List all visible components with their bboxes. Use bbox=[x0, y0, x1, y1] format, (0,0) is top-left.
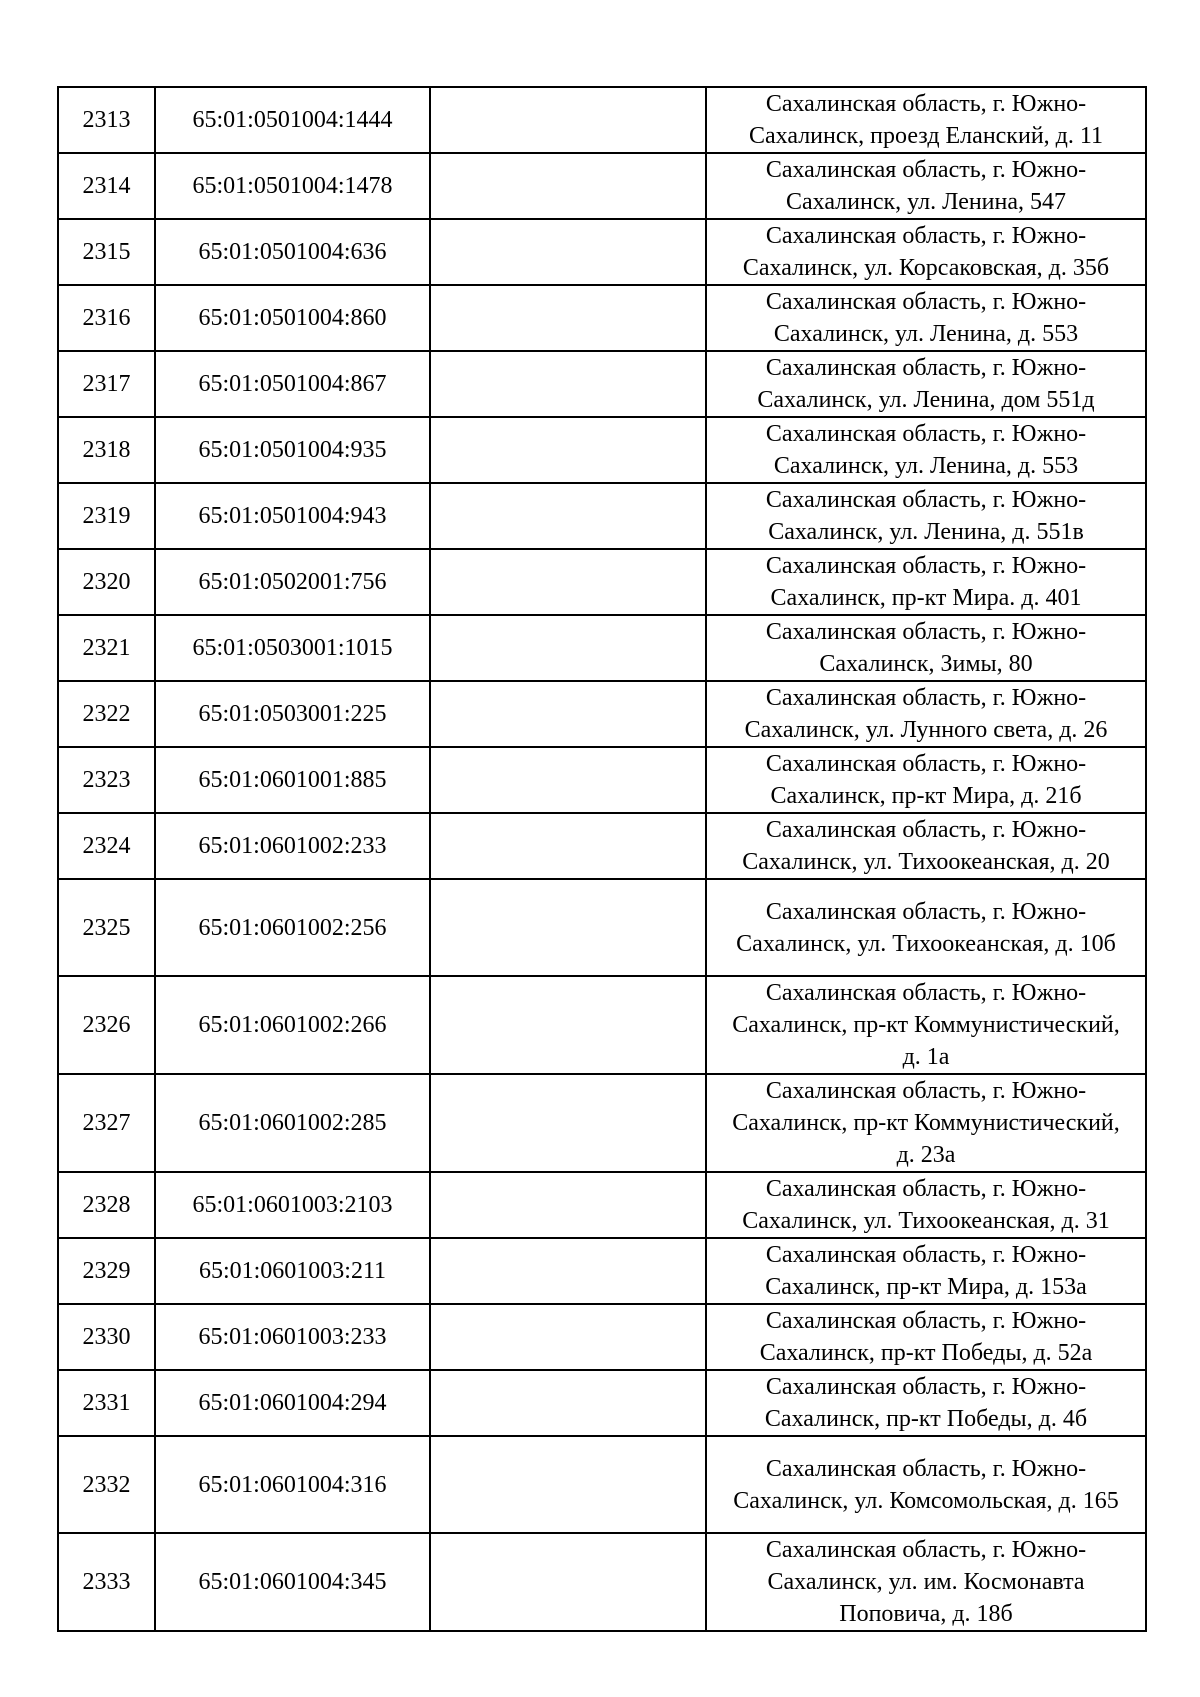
table-row bbox=[58, 1304, 1146, 1370]
address-line: Сахалинская область, г. Южно- bbox=[765, 487, 1087, 513]
address-line: Сахалинская область, г. Южно- bbox=[765, 421, 1087, 447]
address-line: Сахалинская область, г. Южно- bbox=[765, 619, 1087, 645]
address-cell bbox=[706, 747, 1146, 813]
row-number-cell: 2328 bbox=[58, 1172, 155, 1238]
cadastral-number-cell: 65:01:0501004:935 bbox=[155, 417, 430, 483]
table-row bbox=[58, 813, 1146, 879]
address-cell bbox=[706, 1074, 1146, 1172]
address-line: Сахалинская область, г. Южно- bbox=[765, 1242, 1087, 1268]
address-line: Сахалинск, ул. Тихоокеанская, д. 31 bbox=[742, 1208, 1110, 1234]
address-line: Сахалинская область, г. Южно- bbox=[765, 1176, 1087, 1202]
address-cell bbox=[706, 549, 1146, 615]
address-line: Сахалинская область, г. Южно- bbox=[765, 1455, 1087, 1482]
address-line: Сахалинская область, г. Южно- bbox=[765, 91, 1087, 117]
address-cell bbox=[706, 351, 1146, 417]
table-row bbox=[58, 549, 1146, 615]
table-row bbox=[58, 747, 1146, 813]
cadastral-number-cell: 65:01:0601002:256 bbox=[155, 879, 430, 976]
address-line: Сахалинск, ул. Корсаковская, д. 35б bbox=[742, 255, 1110, 281]
cadastral-number-cell: 65:01:0601004:345 bbox=[155, 1533, 430, 1631]
table-row bbox=[58, 285, 1146, 351]
table-row bbox=[58, 1533, 1146, 1631]
address-line: Поповича, д. 18б bbox=[839, 1601, 1013, 1627]
address-line: Сахалинская область, г. Южно- bbox=[765, 685, 1087, 711]
empty-cell bbox=[430, 153, 706, 219]
table-row bbox=[58, 351, 1146, 417]
address-line: Сахалинская область, г. Южно- bbox=[765, 553, 1087, 579]
address-line: д. 23а bbox=[896, 1142, 956, 1168]
address-line: Сахалинская область, г. Южно- bbox=[765, 1537, 1087, 1563]
table-row bbox=[58, 153, 1146, 219]
address-line: Сахалинская область, г. Южно- bbox=[765, 898, 1087, 925]
address-line: Сахалинск, ул. Комсомольская, д. 165 bbox=[733, 1487, 1119, 1514]
address-cell bbox=[706, 153, 1146, 219]
table-row bbox=[58, 1238, 1146, 1304]
cadastral-number-cell: 65:01:0503001:1015 bbox=[155, 615, 430, 681]
table-row bbox=[58, 483, 1146, 549]
cadastral-number-cell: 65:01:0501004:636 bbox=[155, 219, 430, 285]
address-line: Сахалинск, ул. Ленина, дом 551д bbox=[757, 387, 1095, 413]
empty-cell bbox=[430, 879, 706, 976]
empty-cell bbox=[430, 1238, 706, 1304]
address-line: Сахалинская область, г. Южно- bbox=[765, 1308, 1087, 1334]
cadastral-number-cell: 65:01:0601002:233 bbox=[155, 813, 430, 879]
address-line: Сахалинск, ул. им. Космонавта bbox=[767, 1569, 1085, 1595]
empty-cell bbox=[430, 219, 706, 285]
address-line: Сахалинская область, г. Южно- bbox=[765, 1374, 1087, 1400]
address-cell bbox=[706, 813, 1146, 879]
row-number-cell: 2327 bbox=[58, 1074, 155, 1172]
empty-cell bbox=[430, 1533, 706, 1631]
cadastral-number-cell: 65:01:0501004:1444 bbox=[155, 87, 430, 153]
empty-cell bbox=[430, 747, 706, 813]
address-line: Сахалинская область, г. Южно- bbox=[765, 223, 1087, 249]
address-cell bbox=[706, 483, 1146, 549]
cadastral-number-cell: 65:01:0503001:225 bbox=[155, 681, 430, 747]
address-line: Сахалинская область, г. Южно- bbox=[765, 289, 1087, 315]
table-body bbox=[58, 87, 1146, 1631]
address-line: Сахалинск, ул. Ленина, д. 551в bbox=[768, 519, 1084, 545]
empty-cell bbox=[430, 813, 706, 879]
address-line: Сахалинск, пр-кт Коммунистический, bbox=[732, 1110, 1120, 1136]
empty-cell bbox=[430, 483, 706, 549]
address-line: Сахалинск, пр-кт Коммунистический, bbox=[732, 1012, 1120, 1038]
address-cell bbox=[706, 1238, 1146, 1304]
row-number-cell: 2330 bbox=[58, 1304, 155, 1370]
address-cell bbox=[706, 417, 1146, 483]
cadastral-number-cell: 65:01:0501004:867 bbox=[155, 351, 430, 417]
address-line: Сахалинск, ул. Ленина, д. 553 bbox=[773, 453, 1079, 479]
row-number-cell: 2322 bbox=[58, 681, 155, 747]
row-number-cell: 2321 bbox=[58, 615, 155, 681]
address-line: Сахалинская область, г. Южно- bbox=[765, 157, 1087, 183]
row-number-cell: 2329 bbox=[58, 1238, 155, 1304]
table-row bbox=[58, 1074, 1146, 1172]
cadastral-number-cell: 65:01:0601003:211 bbox=[155, 1238, 430, 1304]
address-cell bbox=[706, 219, 1146, 285]
row-number-cell: 2324 bbox=[58, 813, 155, 879]
address-line: Сахалинск, пр-кт Победы, д. 52а bbox=[759, 1340, 1093, 1366]
address-line: д. 1а bbox=[902, 1044, 950, 1070]
empty-cell bbox=[430, 351, 706, 417]
address-line: Сахалинск, ул. Ленина, д. 553 bbox=[773, 321, 1079, 347]
address-line: Сахалинск, ул. Тихоокеанская, д. 10б bbox=[736, 930, 1116, 957]
row-number-cell: 2313 bbox=[58, 87, 155, 153]
empty-cell bbox=[430, 87, 706, 153]
table-row bbox=[58, 1172, 1146, 1238]
cadastral-number-cell: 65:01:0501004:860 bbox=[155, 285, 430, 351]
empty-cell bbox=[430, 1074, 706, 1172]
address-cell bbox=[706, 285, 1146, 351]
address-line: Сахалинск, пр-кт Победы, д. 4б bbox=[764, 1406, 1088, 1432]
empty-cell bbox=[430, 976, 706, 1074]
cadastral-number-cell: 65:01:0601001:885 bbox=[155, 747, 430, 813]
table-row bbox=[58, 87, 1146, 153]
empty-cell bbox=[430, 681, 706, 747]
table-row bbox=[58, 1436, 1146, 1533]
row-number-cell: 2331 bbox=[58, 1370, 155, 1436]
empty-cell bbox=[430, 1304, 706, 1370]
row-number-cell: 2318 bbox=[58, 417, 155, 483]
address-line: Сахалинск, ул. Тихоокеанская, д. 20 bbox=[742, 849, 1110, 875]
address-cell bbox=[706, 976, 1146, 1074]
table-row bbox=[58, 976, 1146, 1074]
address-cell bbox=[706, 681, 1146, 747]
row-number-cell: 2332 bbox=[58, 1436, 155, 1533]
address-line: Сахалинская область, г. Южно- bbox=[765, 751, 1087, 777]
row-number-cell: 2319 bbox=[58, 483, 155, 549]
row-number-cell: 2314 bbox=[58, 153, 155, 219]
row-number-cell: 2320 bbox=[58, 549, 155, 615]
row-number-cell: 2317 bbox=[58, 351, 155, 417]
address-cell bbox=[706, 879, 1146, 976]
table-row bbox=[58, 1370, 1146, 1436]
address-line: Сахалинск, ул. Ленина, 547 bbox=[785, 189, 1067, 215]
empty-cell bbox=[430, 417, 706, 483]
address-cell bbox=[706, 1172, 1146, 1238]
address-line: Сахалинская область, г. Южно- bbox=[765, 355, 1087, 381]
address-cell bbox=[706, 1436, 1146, 1533]
cadastral-number-cell: 65:01:0601002:285 bbox=[155, 1074, 430, 1172]
address-cell bbox=[706, 615, 1146, 681]
row-number-cell: 2323 bbox=[58, 747, 155, 813]
table-row bbox=[58, 417, 1146, 483]
row-number-cell: 2315 bbox=[58, 219, 155, 285]
address-line: Сахалинская область, г. Южно- bbox=[765, 1078, 1087, 1104]
cadastral-number-cell: 65:01:0501004:1478 bbox=[155, 153, 430, 219]
empty-cell bbox=[430, 1172, 706, 1238]
row-number-cell: 2326 bbox=[58, 976, 155, 1074]
empty-cell bbox=[430, 549, 706, 615]
cadastral-number-cell: 65:01:0502001:756 bbox=[155, 549, 430, 615]
empty-cell bbox=[430, 1370, 706, 1436]
empty-cell bbox=[430, 1436, 706, 1533]
address-line: Сахалинск, пр-кт Мира, д. 21б bbox=[770, 783, 1082, 809]
address-line: Сахалинск, пр-кт Мира, д. 153а bbox=[765, 1274, 1087, 1300]
address-line: Сахалинская область, г. Южно- bbox=[765, 817, 1087, 843]
address-cell bbox=[706, 87, 1146, 153]
row-number-cell: 2316 bbox=[58, 285, 155, 351]
table-row bbox=[58, 879, 1146, 976]
address-line: Сахалинск, Зимы, 80 bbox=[819, 651, 1033, 677]
address-cell bbox=[706, 1304, 1146, 1370]
row-number-cell: 2333 bbox=[58, 1533, 155, 1631]
address-line: Сахалинск, проезд Еланский, д. 11 bbox=[749, 123, 1103, 149]
address-cell bbox=[706, 1370, 1146, 1436]
row-number-cell: 2325 bbox=[58, 879, 155, 976]
cadastral-number-cell: 65:01:0601002:266 bbox=[155, 976, 430, 1074]
cadastral-number-cell: 65:01:0601004:294 bbox=[155, 1370, 430, 1436]
table-row bbox=[58, 219, 1146, 285]
cadastral-number-cell: 65:01:0601003:2103 bbox=[155, 1172, 430, 1238]
cadastral-number-cell: 65:01:0601004:316 bbox=[155, 1436, 430, 1533]
address-cell bbox=[706, 1533, 1146, 1631]
address-line: Сахалинск, пр-кт Мира. д. 401 bbox=[770, 585, 1082, 611]
cadastral-number-cell: 65:01:0501004:943 bbox=[155, 483, 430, 549]
empty-cell bbox=[430, 615, 706, 681]
table-row bbox=[58, 681, 1146, 747]
empty-cell bbox=[430, 285, 706, 351]
property-registry-table bbox=[57, 86, 1147, 1632]
cadastral-number-cell: 65:01:0601003:233 bbox=[155, 1304, 430, 1370]
table-row bbox=[58, 615, 1146, 681]
address-line: Сахалинск, ул. Лунного света, д. 26 bbox=[744, 717, 1108, 743]
address-line: Сахалинская область, г. Южно- bbox=[765, 980, 1087, 1006]
